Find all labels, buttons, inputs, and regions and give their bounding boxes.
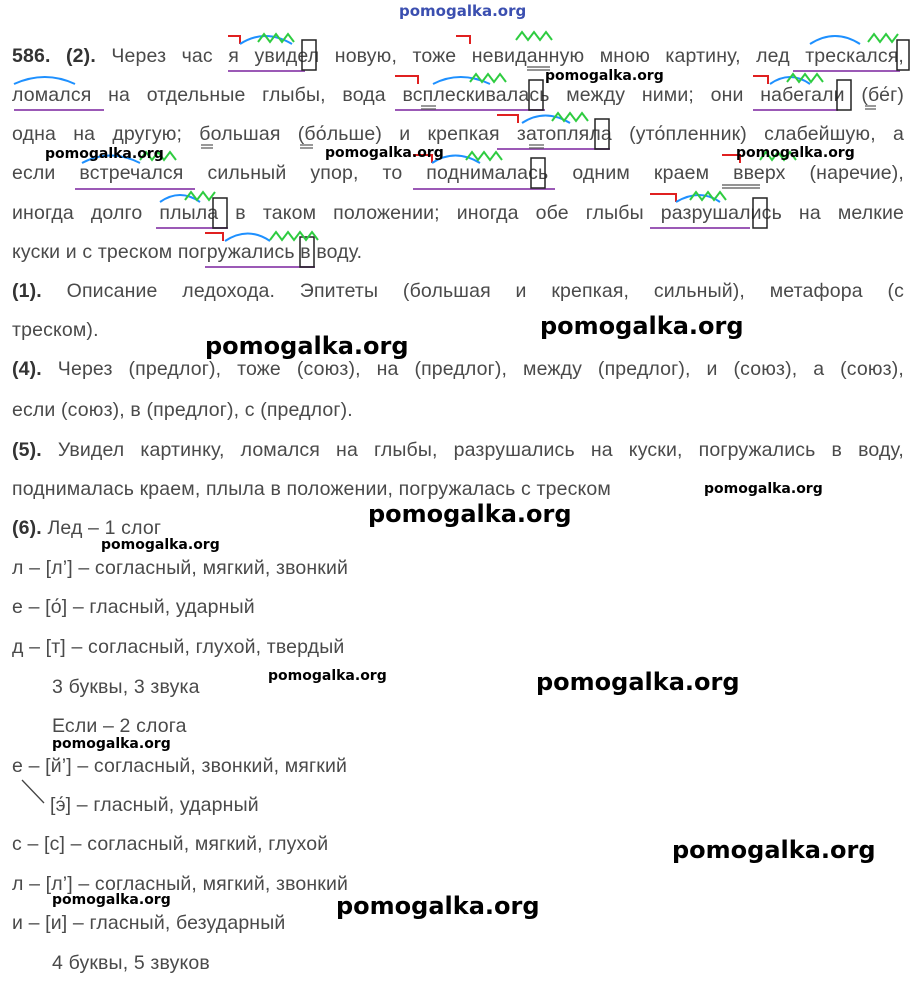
watermark: pomogalka.org xyxy=(325,145,444,161)
esli-row-1: е – [й’] – согласный, звонкий, мягкий xyxy=(12,755,348,777)
esli-title: Если – 2 слога xyxy=(52,715,187,737)
part1-text: Описание ледохода. Эпитеты (большая и крепкая, сильный), метафора (с xyxy=(66,280,904,302)
esli-row-2: [э́] – гласный, ударный xyxy=(50,794,259,816)
part5-line-1 xyxy=(12,438,904,462)
task-line-6: куски и с треском погружались в воду. xyxy=(12,241,363,263)
watermark: pomogalka.org xyxy=(704,481,823,497)
led-summary: 3 буквы, 3 звука xyxy=(52,676,200,698)
watermark: pomogalka.org xyxy=(268,668,387,684)
watermark: pomogalka.org xyxy=(368,500,572,528)
watermark: pomogalka.org xyxy=(736,145,855,161)
part1-line-1 xyxy=(12,279,904,303)
esli-row-5: и – [и] – гласный, безударный xyxy=(12,912,286,934)
part5-line-2: поднималась краем, плыла в положении, погружалась с треском xyxy=(12,478,611,500)
watermark: pomogalka.org xyxy=(101,537,220,553)
watermark: pomogalka.org xyxy=(205,332,409,360)
esli-row-3: с – [с] – согласный, мягкий, глухой xyxy=(12,833,329,855)
watermark: pomogalka.org xyxy=(52,736,171,752)
part1-line-2: треском). xyxy=(12,319,99,341)
part6-label: (6). xyxy=(12,517,42,539)
part5-label: (5). xyxy=(12,439,42,461)
esli-summary: 4 буквы, 5 звуков xyxy=(52,952,210,974)
led-row-3: д – [т] – согласный, глухой, твердый xyxy=(12,636,345,658)
task-line-3: одна на другую; большая (бо́льше) и крепкая затопляла (уто́пленник) слабейшую, а xyxy=(12,123,904,145)
watermark: pomogalka.org xyxy=(45,146,164,162)
watermark: pomogalka.org xyxy=(536,668,740,696)
watermark-top: pomogalka.org xyxy=(399,2,527,20)
watermark: pomogalka.org xyxy=(672,836,876,864)
part6-title: Лед – 1 слог xyxy=(47,517,162,539)
part1-label: (1). xyxy=(12,280,42,302)
watermark: pomogalka.org xyxy=(336,892,540,920)
task-line-2: ломался на отдельные глыбы, вода всплескивалась между ними; они набегали (бе́г) xyxy=(12,84,904,106)
task-line-4: если встречался сильный упор, то поднималась одним краем вверх (наречие), xyxy=(12,162,904,184)
watermark: pomogalka.org xyxy=(52,892,171,908)
part4-line-2: если (союз), в (предлог), с (предлог). xyxy=(12,399,353,421)
watermark: pomogalka.org xyxy=(540,312,744,340)
watermark: pomogalka.org xyxy=(545,68,664,84)
led-row-2: е – [о́] – гласный, ударный xyxy=(12,596,255,618)
part4-line-1 xyxy=(12,357,904,381)
task-line-1 xyxy=(12,44,904,68)
part5-text: Увидел картинку, ломался на глыбы, разрушались на куски, погружались в воду, xyxy=(57,439,904,461)
led-row-1: л – [л’] – согласный, мягкий, звонкий xyxy=(12,557,349,579)
part2-label: (2). xyxy=(66,45,96,67)
part4-text: Через (предлог), тоже (союз), на (предлог), между (предлог), и (союз), а (союз), xyxy=(57,358,904,380)
task-text-line: Через час я увидел новую, тоже невиданную мною картину, лед трескался, xyxy=(111,45,904,67)
task-number: 586. xyxy=(12,45,51,67)
esli-row-4: л – [л’] – согласный, мягкий, звонкий xyxy=(12,873,349,895)
task-line-5: иногда долго плыла в таком положении; иногда обе глыбы разрушались на мелкие xyxy=(12,202,904,224)
connector-line xyxy=(22,780,44,803)
part4-label: (4). xyxy=(12,358,42,380)
